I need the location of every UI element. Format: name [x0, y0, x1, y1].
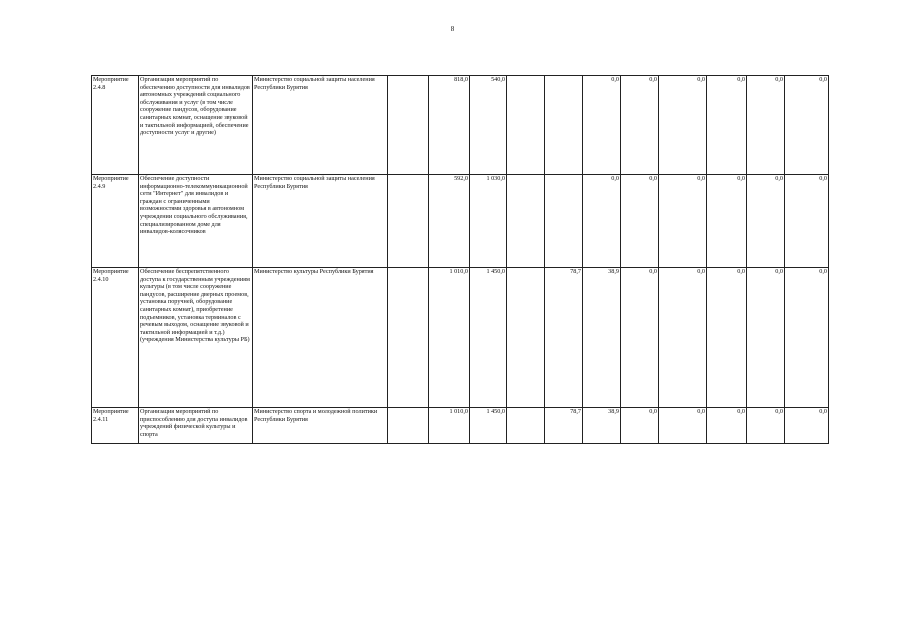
activity-code: Мероприятие 2.4.9 [92, 175, 139, 268]
value-cell-6: 0,0 [621, 76, 659, 175]
value-cell-3 [507, 408, 545, 444]
program-activities-table [91, 75, 829, 444]
activity-name: Организация мероприятий по обеспечению доступности для инвалидов автономных учреждений социального обслуживания и услуг (в том числе сооружение пандусов, оборудование санитарных комнат, оснащение звуковой и тактильной информацией, обеспечение доступности услуг и другие) [139, 76, 253, 175]
blank-cell [388, 268, 429, 408]
table-row [92, 175, 829, 268]
activity-code: Мероприятие 2.4.8 [92, 76, 139, 175]
value-cell-10: 0,0 [785, 408, 829, 444]
value-cell-8: 0,0 [707, 175, 747, 268]
page-number: 8 [450, 25, 455, 33]
value-cell-2: 540,0 [470, 76, 507, 175]
value-cell-4: 78,7 [545, 268, 583, 408]
value-cell-6: 0,0 [621, 175, 659, 268]
value-cell-5: 38,9 [583, 408, 621, 444]
table-row [92, 408, 829, 444]
value-cell-8: 0,0 [707, 268, 747, 408]
value-cell-9: 0,0 [747, 76, 785, 175]
value-cell-9: 0,0 [747, 175, 785, 268]
value-cell-5: 38,9 [583, 268, 621, 408]
value-cell-7: 0,0 [659, 175, 707, 268]
value-cell-2: 1 030,0 [470, 175, 507, 268]
activity-name: Обеспечение доступности информационно-телекоммуникационной сети "Интернет" для инвалидов и граждан с ограниченными возможностями здоровья в автономном учреждении социального обслуживания, специализированном доме для инвалидов-колясочников [139, 175, 253, 268]
value-cell-7: 0,0 [659, 76, 707, 175]
activity-executor: Министерство культуры Республики Бурятия [253, 268, 388, 408]
blank-cell [388, 76, 429, 175]
value-cell-7: 0,0 [659, 408, 707, 444]
value-cell-1: 1 010,0 [429, 268, 470, 408]
blank-cell [388, 408, 429, 444]
value-cell-1: 592,0 [429, 175, 470, 268]
value-cell-5: 0,0 [583, 76, 621, 175]
value-cell-6: 0,0 [621, 268, 659, 408]
activity-code: Мероприятие 2.4.11 [92, 408, 139, 444]
value-cell-1: 818,0 [429, 76, 470, 175]
value-cell-4 [545, 76, 583, 175]
activity-name: Обеспечение беспрепятственного доступа к государственным учреждениям культуры (в том числе сооружение пандусов, расширение дверных проемов, установка поручней, оборудование санитарных комнат), приобретение подъемников, установка терминалов с речевым выходом, оснащение звуковой и тактильной информацией и т.д.) (учреждения Министерства культуры РБ) [139, 268, 253, 408]
activity-executor: Министерство социальной защиты населения Республики Бурятия [253, 175, 388, 268]
value-cell-10: 0,0 [785, 175, 829, 268]
value-cell-6: 0,0 [621, 408, 659, 444]
value-cell-8: 0,0 [707, 408, 747, 444]
value-cell-9: 0,0 [747, 268, 785, 408]
value-cell-5: 0,0 [583, 175, 621, 268]
value-cell-9: 0,0 [747, 408, 785, 444]
value-cell-10: 0,0 [785, 76, 829, 175]
activity-executor: Министерство социальной защиты населения Республики Бурятия [253, 76, 388, 175]
value-cell-8: 0,0 [707, 76, 747, 175]
activity-name: Организация мероприятий по приспособлению для доступа инвалидов учреждений физической культуры и спорта [139, 408, 253, 444]
value-cell-10: 0,0 [785, 268, 829, 408]
value-cell-3 [507, 175, 545, 268]
value-cell-2: 1 450,0 [470, 268, 507, 408]
value-cell-3 [507, 268, 545, 408]
activity-executor: Министерство спорта и молодежной политики Республики Бурятия [253, 408, 388, 444]
table-row [92, 76, 829, 175]
value-cell-2: 1 450,0 [470, 408, 507, 444]
value-cell-3 [507, 76, 545, 175]
blank-cell [388, 175, 429, 268]
table-row [92, 268, 829, 408]
value-cell-1: 1 010,0 [429, 408, 470, 444]
value-cell-4 [545, 175, 583, 268]
activity-code: Мероприятие 2.4.10 [92, 268, 139, 408]
value-cell-4: 78,7 [545, 408, 583, 444]
value-cell-7: 0,0 [659, 268, 707, 408]
